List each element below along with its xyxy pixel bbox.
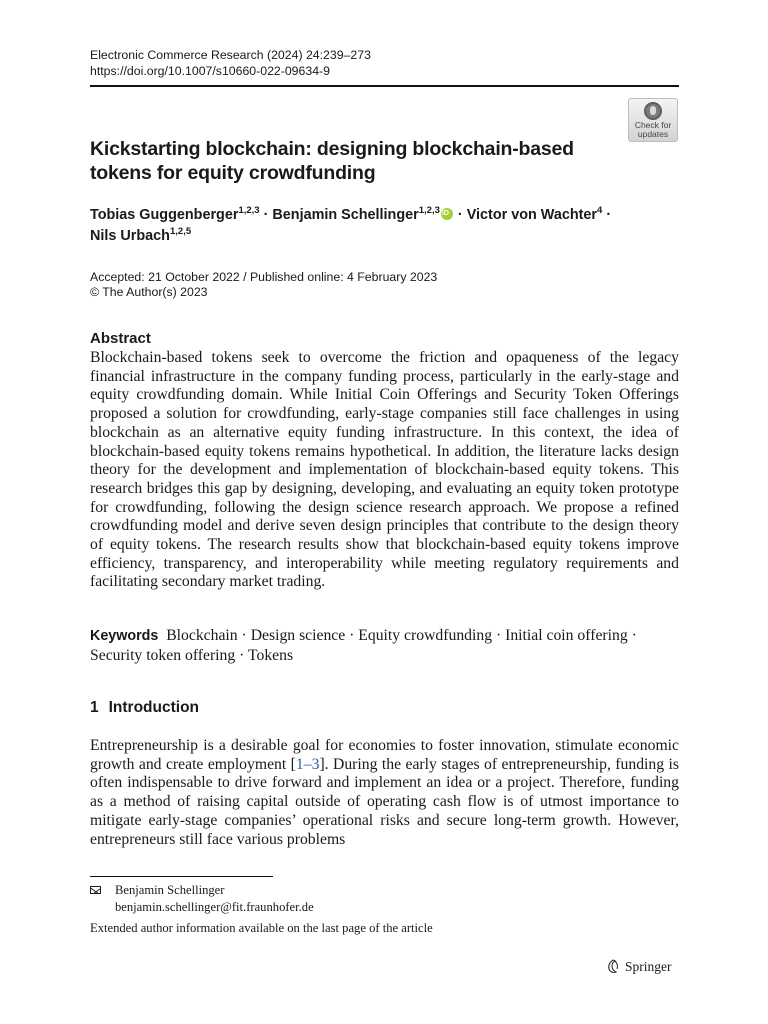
journal-citation: Electronic Commerce Research (2024) 24:239–273: [90, 48, 371, 62]
author-name[interactable]: Benjamin Schellinger: [272, 207, 419, 223]
abstract-text: Blockchain-based tokens seek to overcome the friction and opaqueness of the legacy financial infrastructure in the company funding process, particularly in the early-stage and equity crowdfunding domain. While Initial Coin Offerings and Security Token Offerings proposed a solution for crowdfunding, early-stage companies still face challenges in using blockchain as an alternative equity funding infrastructure. In this context, the idea of blockchain-based equity tokens remains hypothetical. In addition, the literature lacks design theory for the development and implementation of blockchain-based equity tokens. This research bridges this gap by designing, developing, and evaluating an equity token prototype for crowdfunding, following the design science research approach. We propose a refined crowdfunding model and derive seven design principles that contribute to the design theory of equity tokens. The research results show that blockchain-based equity tokens improve efficiency, transparency, and interoperability while meeting regulatory requirements and facilitating secondary market trading.: [90, 349, 679, 591]
publication-dates: [90, 270, 437, 300]
author-affiliation: 1,2,5: [169, 226, 192, 237]
accepted-published-date: Accepted: 21 October 2022 / Published online: 4 February 2023: [90, 270, 438, 284]
corresponding-author-name: Benjamin Schellinger: [115, 883, 225, 897]
author-affiliation: 1,2,3: [238, 205, 260, 216]
keywords-label: Keywords: [90, 628, 159, 644]
paper-title: Kickstarting blockchain: designing blockchain-based tokens for equity crowdfunding: [90, 138, 574, 184]
publisher-name: Springer: [625, 959, 672, 974]
copyright-notice: © The Author(s) 2023: [90, 285, 208, 299]
intro-text-part: ]. During the early stages of entrepreneurship, funding is often indispensable to drive forward and implement an idea or a project. Therefore, funding as a method of raising capital outside of operating cash flow is of utmost importance to mitigate early-stage companies’ operational risks and secure long-term growth. However, entrepreneurs still face various problems: [90, 755, 679, 848]
abstract-heading: Abstract: [90, 330, 151, 347]
header-divider: [90, 85, 679, 87]
author-separator: ·: [457, 207, 463, 223]
author-affiliation: 4: [597, 205, 603, 216]
introduction-text: [90, 737, 679, 849]
footnote-divider: [90, 876, 273, 877]
corresponding-author-email[interactable]: benjamin.schellinger@fit.fraunhofer.de: [115, 900, 314, 914]
citation-link[interactable]: 1–3: [295, 755, 320, 773]
check-for-updates-badge[interactable]: [628, 98, 678, 142]
keywords-list: Blockchain · Design science · Equity crowdfunding · Initial coin offering · Security token offering · Tokens: [90, 627, 637, 664]
author-separator: ·: [263, 207, 269, 223]
check-for-updates-label: Check for updates: [634, 120, 672, 139]
keywords-section: [90, 626, 679, 665]
crossmark-icon: [644, 102, 662, 120]
author-separator: ·: [606, 207, 612, 223]
author-name[interactable]: Victor von Wachter: [466, 207, 598, 223]
extended-author-info-note: Extended author information available on the last page of the article: [90, 921, 433, 935]
author-list: [90, 205, 680, 247]
author-name[interactable]: Tobias Guggenberger: [90, 207, 239, 223]
orcid-icon[interactable]: [441, 208, 453, 220]
section-heading-introduction: [90, 699, 199, 717]
section-title: Introduction: [108, 699, 200, 716]
intro-text-part: Entrepreneurship is a desirable goal for economies to foster innovation, stimulate economic growth and create employment [: [90, 737, 679, 773]
doi-link[interactable]: https://doi.org/10.1007/s10660-022-09634-9: [90, 64, 330, 78]
publisher-logo: [606, 958, 672, 976]
author-affiliation: 1,2,3: [418, 205, 440, 216]
section-number: 1: [90, 699, 99, 716]
mail-icon: [90, 886, 101, 894]
springer-logo-icon: [606, 959, 620, 974]
author-name[interactable]: Nils Urbach: [90, 228, 170, 244]
journal-header: [90, 47, 371, 79]
